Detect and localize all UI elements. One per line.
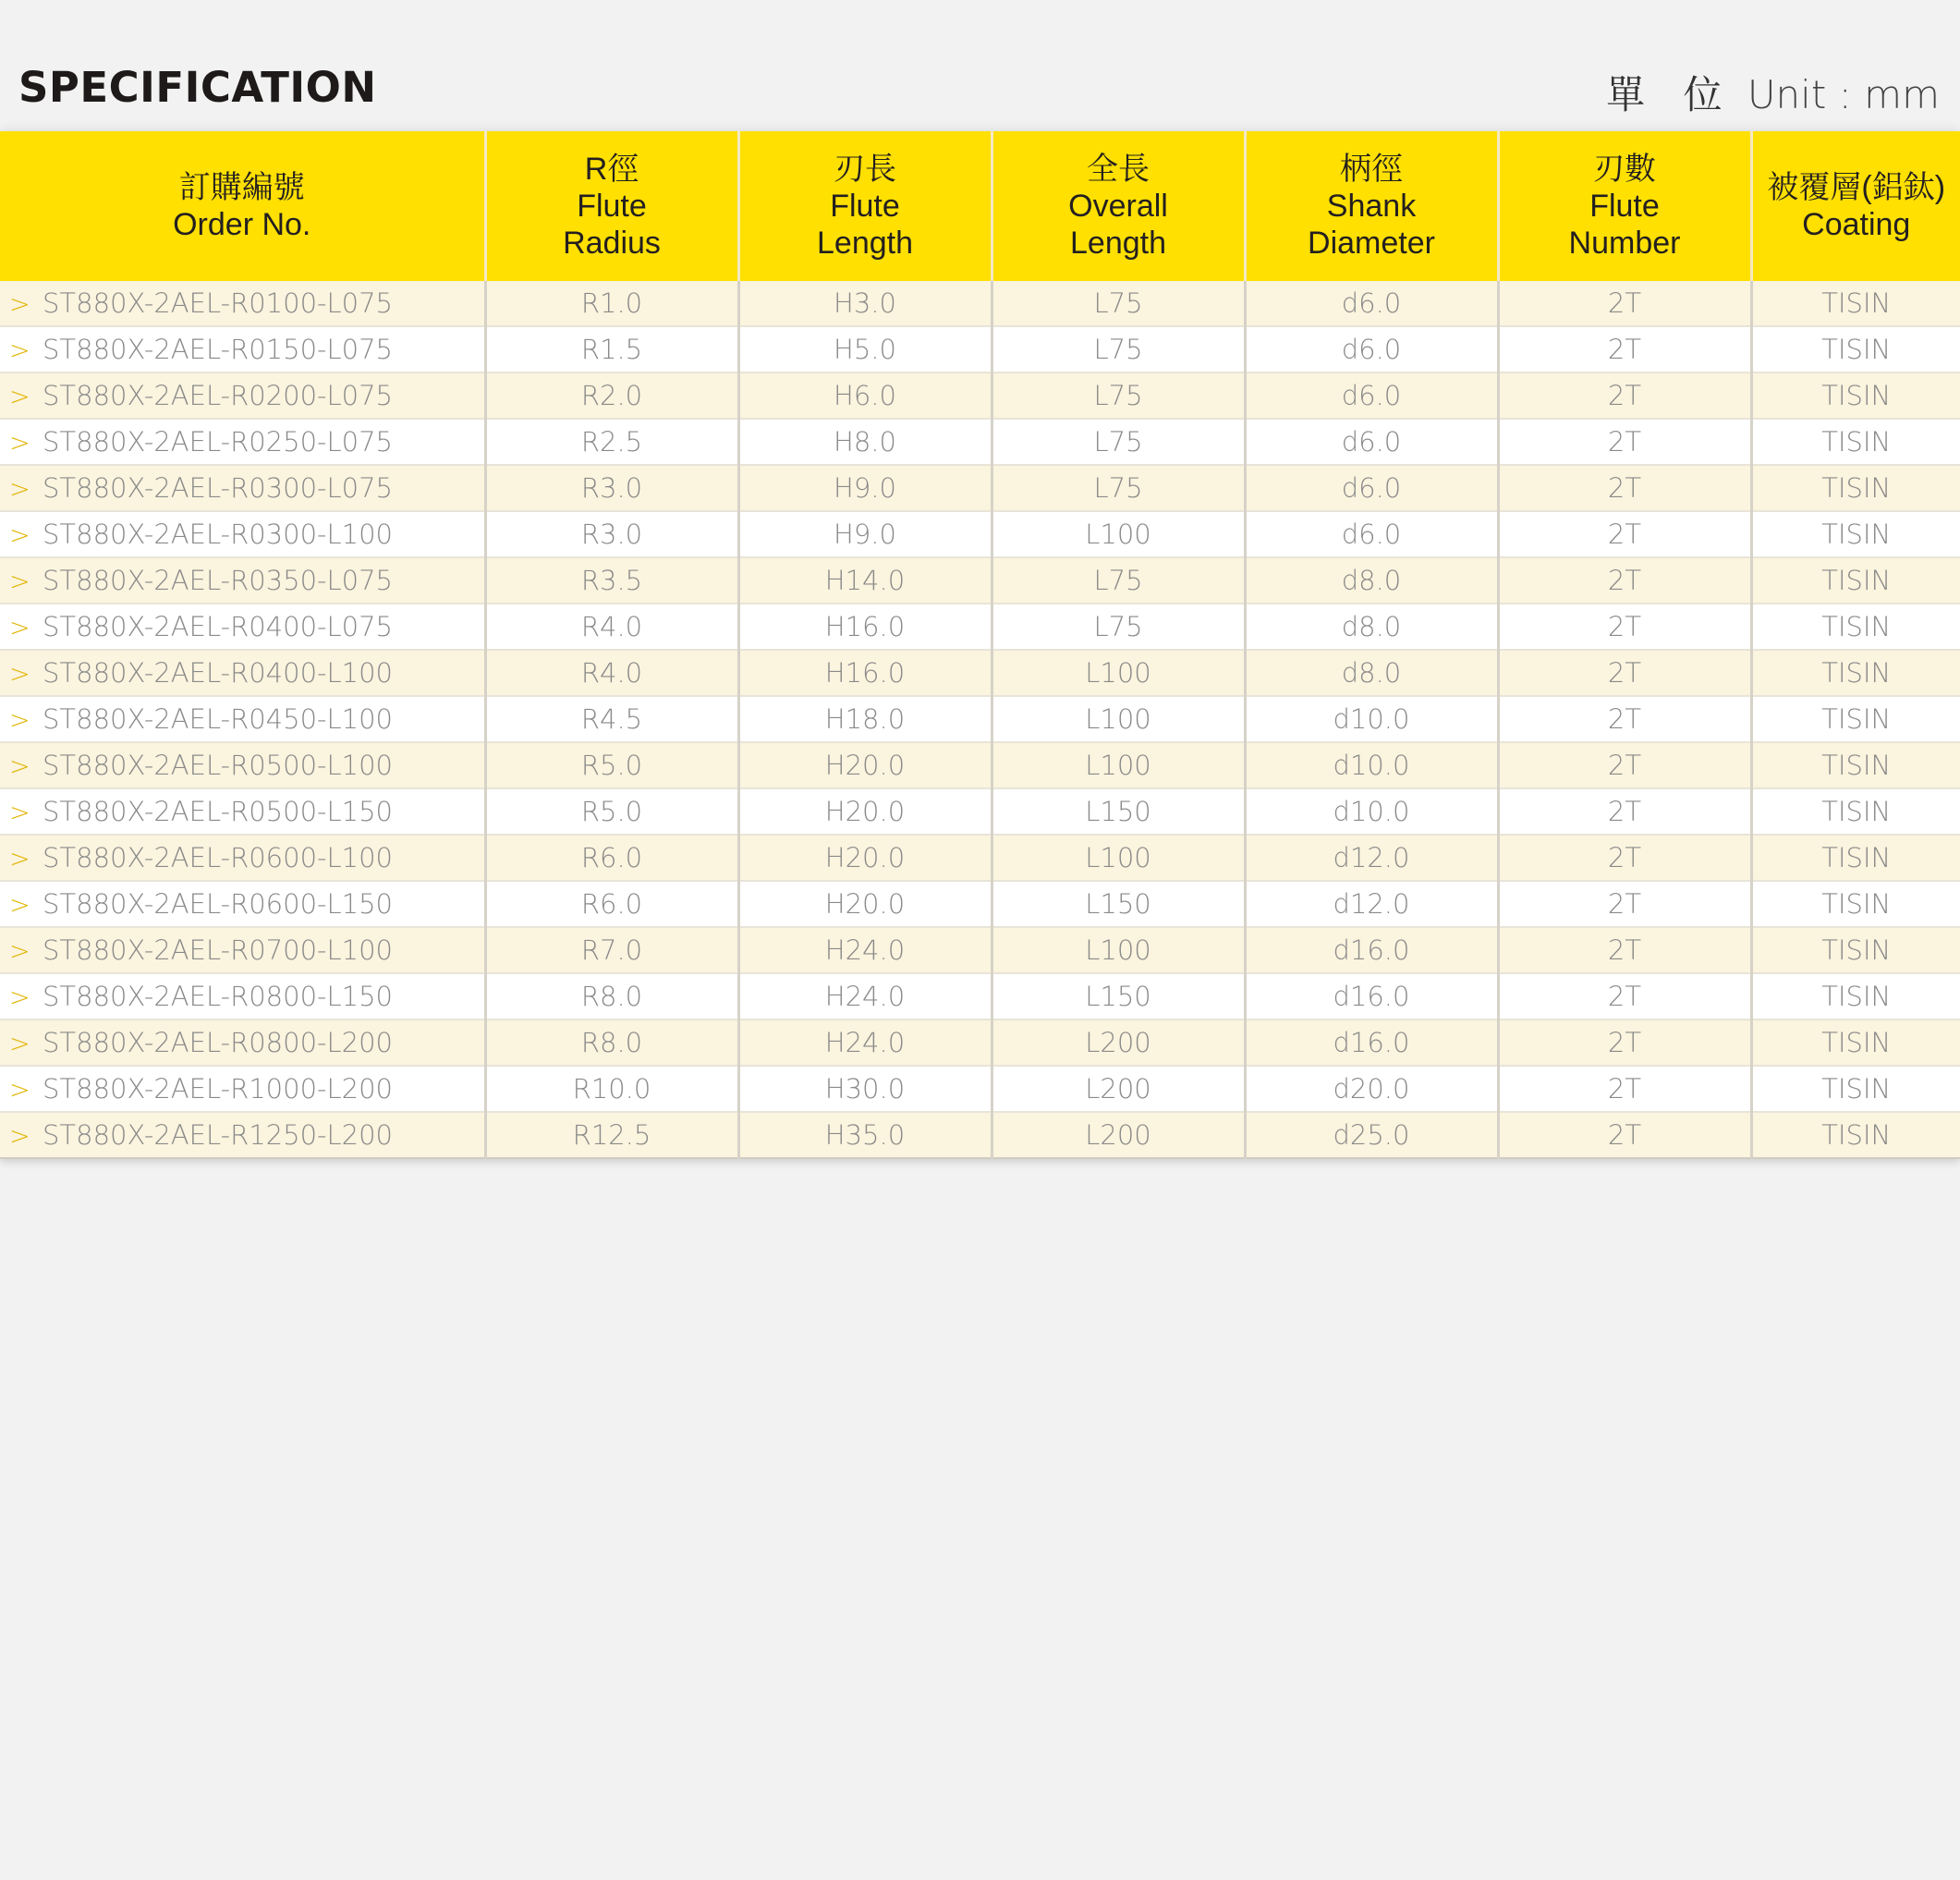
page-header bbox=[0, 0, 1960, 129]
coating-cell: TISIN bbox=[1751, 557, 1960, 604]
shank-diameter-cell: d6.0 bbox=[1245, 419, 1498, 465]
flute-number-cell: 2T bbox=[1498, 788, 1751, 835]
shank-diameter-cell: d12.0 bbox=[1245, 835, 1498, 881]
shank-diameter-cell: d16.0 bbox=[1245, 927, 1498, 973]
chevron-right-icon: > bbox=[9, 568, 30, 596]
chevron-right-icon: > bbox=[9, 521, 30, 550]
flute-radius-cell: R7.0 bbox=[485, 927, 738, 973]
specification-table bbox=[0, 131, 1960, 1159]
flute-number-cell: 2T bbox=[1498, 419, 1751, 465]
overall-length-cell: L200 bbox=[992, 1066, 1245, 1112]
header-coating bbox=[1751, 131, 1960, 281]
chevron-right-icon: > bbox=[9, 799, 30, 827]
header-cn: 訂購編號 bbox=[178, 170, 305, 205]
table-row[interactable] bbox=[0, 650, 1960, 696]
chevron-right-icon: > bbox=[9, 290, 30, 319]
flute-number-cell: 2T bbox=[1498, 372, 1751, 419]
flute-radius-cell: R3.5 bbox=[485, 557, 738, 604]
table-row[interactable] bbox=[0, 1019, 1960, 1066]
shank-diameter-cell: d10.0 bbox=[1245, 696, 1498, 742]
coating-cell: TISIN bbox=[1751, 1112, 1960, 1158]
flute-radius-cell: R8.0 bbox=[485, 1019, 738, 1066]
flute-number-cell: 2T bbox=[1498, 604, 1751, 650]
order-no-cell bbox=[0, 557, 485, 604]
flute-radius-cell: R5.0 bbox=[485, 788, 738, 835]
chevron-right-icon: > bbox=[9, 660, 30, 689]
table-row[interactable] bbox=[0, 604, 1960, 650]
flute-length-cell: H9.0 bbox=[738, 465, 992, 511]
overall-length-cell: L100 bbox=[992, 650, 1245, 696]
flute-number-cell: 2T bbox=[1498, 881, 1751, 927]
shank-diameter-cell: d6.0 bbox=[1245, 372, 1498, 419]
flute-number-cell: 2T bbox=[1498, 835, 1751, 881]
header-en: Number bbox=[1568, 226, 1681, 261]
flute-length-cell: H16.0 bbox=[738, 650, 992, 696]
header-en: Diameter bbox=[1308, 226, 1435, 261]
overall-length-cell: L75 bbox=[992, 326, 1245, 372]
order-no-text: ST880X-2AEL-R0600-L100 bbox=[43, 842, 394, 873]
flute-number-cell: 2T bbox=[1498, 281, 1751, 326]
coating-cell: TISIN bbox=[1751, 281, 1960, 326]
table-row[interactable] bbox=[0, 696, 1960, 742]
flute-radius-cell: R12.5 bbox=[485, 1112, 738, 1158]
coating-cell: TISIN bbox=[1751, 372, 1960, 419]
unit-label-cjk: 單 位 bbox=[1606, 72, 1735, 117]
order-no-text: ST880X-2AEL-R0800-L150 bbox=[43, 981, 394, 1012]
shank-diameter-cell: d10.0 bbox=[1245, 788, 1498, 835]
coating-cell: TISIN bbox=[1751, 788, 1960, 835]
flute-radius-cell: R2.5 bbox=[485, 419, 738, 465]
header-cn: 刃數 bbox=[1593, 152, 1656, 187]
header-en: Radius bbox=[563, 226, 661, 261]
header-flute-number bbox=[1498, 131, 1751, 281]
order-no-text: ST880X-2AEL-R0500-L100 bbox=[43, 750, 394, 781]
unit-label bbox=[1606, 65, 1940, 120]
table-row[interactable] bbox=[0, 281, 1960, 326]
flute-radius-cell: R10.0 bbox=[485, 1066, 738, 1112]
table-row[interactable] bbox=[0, 788, 1960, 835]
order-no-cell bbox=[0, 742, 485, 788]
overall-length-cell: L150 bbox=[992, 881, 1245, 927]
table-row[interactable] bbox=[0, 973, 1960, 1019]
order-no-text: ST880X-2AEL-R0800-L200 bbox=[43, 1027, 394, 1058]
flute-length-cell: H24.0 bbox=[738, 1019, 992, 1066]
overall-length-cell: L150 bbox=[992, 788, 1245, 835]
order-no-cell bbox=[0, 1066, 485, 1112]
header-flute-length bbox=[738, 131, 992, 281]
flute-radius-cell: R4.0 bbox=[485, 650, 738, 696]
chevron-right-icon: > bbox=[9, 752, 30, 781]
order-no-cell bbox=[0, 511, 485, 557]
header-flute-radius bbox=[485, 131, 738, 281]
unit-label-text: Unit : mm bbox=[1747, 72, 1940, 117]
flute-number-cell: 2T bbox=[1498, 650, 1751, 696]
coating-cell: TISIN bbox=[1751, 1019, 1960, 1066]
order-no-text: ST880X-2AEL-R0300-L100 bbox=[43, 519, 394, 550]
header-en: Overall bbox=[1068, 189, 1168, 224]
flute-length-cell: H30.0 bbox=[738, 1066, 992, 1112]
shank-diameter-cell: d6.0 bbox=[1245, 511, 1498, 557]
header-order-no bbox=[0, 131, 485, 281]
flute-number-cell: 2T bbox=[1498, 696, 1751, 742]
order-no-text: ST880X-2AEL-R1000-L200 bbox=[43, 1073, 394, 1105]
coating-cell: TISIN bbox=[1751, 881, 1960, 927]
chevron-right-icon: > bbox=[9, 383, 30, 411]
header-en: Order No. bbox=[173, 207, 311, 242]
flute-length-cell: H9.0 bbox=[738, 511, 992, 557]
overall-length-cell: L75 bbox=[992, 372, 1245, 419]
header-cn: 全長 bbox=[1087, 152, 1150, 187]
order-no-text: ST880X-2AEL-R0400-L100 bbox=[43, 657, 394, 689]
chevron-right-icon: > bbox=[9, 1122, 30, 1151]
flute-length-cell: H20.0 bbox=[738, 788, 992, 835]
coating-cell: TISIN bbox=[1751, 419, 1960, 465]
chevron-right-icon: > bbox=[9, 336, 30, 365]
table-header-row bbox=[0, 131, 1960, 281]
table-row[interactable] bbox=[0, 742, 1960, 788]
header-cn: 柄徑 bbox=[1340, 152, 1403, 187]
table-row[interactable] bbox=[0, 835, 1960, 881]
order-no-text: ST880X-2AEL-R0300-L075 bbox=[43, 472, 394, 504]
overall-length-cell: L200 bbox=[992, 1019, 1245, 1066]
table-row[interactable] bbox=[0, 557, 1960, 604]
overall-length-cell: L75 bbox=[992, 557, 1245, 604]
chevron-right-icon: > bbox=[9, 937, 30, 966]
flute-length-cell: H20.0 bbox=[738, 835, 992, 881]
overall-length-cell: L100 bbox=[992, 742, 1245, 788]
coating-cell: TISIN bbox=[1751, 326, 1960, 372]
coating-cell: TISIN bbox=[1751, 696, 1960, 742]
chevron-right-icon: > bbox=[9, 845, 30, 873]
shank-diameter-cell: d6.0 bbox=[1245, 465, 1498, 511]
overall-length-cell: L150 bbox=[992, 973, 1245, 1019]
order-no-cell bbox=[0, 419, 485, 465]
flute-radius-cell: R3.0 bbox=[485, 465, 738, 511]
order-no-cell bbox=[0, 927, 485, 973]
order-no-cell bbox=[0, 372, 485, 419]
table-row[interactable] bbox=[0, 881, 1960, 927]
chevron-right-icon: > bbox=[9, 891, 30, 920]
order-no-text: ST880X-2AEL-R0350-L075 bbox=[43, 565, 394, 596]
shank-diameter-cell: d6.0 bbox=[1245, 281, 1498, 326]
shank-diameter-cell: d10.0 bbox=[1245, 742, 1498, 788]
coating-cell: TISIN bbox=[1751, 927, 1960, 973]
flute-number-cell: 2T bbox=[1498, 557, 1751, 604]
order-no-text: ST880X-2AEL-R0400-L075 bbox=[43, 611, 394, 642]
order-no-cell bbox=[0, 281, 485, 326]
order-no-text: ST880X-2AEL-R0600-L150 bbox=[43, 888, 394, 920]
flute-length-cell: H5.0 bbox=[738, 326, 992, 372]
shank-diameter-cell: d8.0 bbox=[1245, 604, 1498, 650]
flute-number-cell: 2T bbox=[1498, 465, 1751, 511]
overall-length-cell: L100 bbox=[992, 835, 1245, 881]
flute-length-cell: H24.0 bbox=[738, 927, 992, 973]
flute-number-cell: 2T bbox=[1498, 1019, 1751, 1066]
flute-number-cell: 2T bbox=[1498, 973, 1751, 1019]
flute-length-cell: H24.0 bbox=[738, 973, 992, 1019]
header-en: Length bbox=[817, 226, 913, 261]
order-no-text: ST880X-2AEL-R0700-L100 bbox=[43, 934, 394, 966]
order-no-text: ST880X-2AEL-R0450-L100 bbox=[43, 703, 394, 735]
shank-diameter-cell: d16.0 bbox=[1245, 973, 1498, 1019]
table-row[interactable] bbox=[0, 372, 1960, 419]
order-no-text: ST880X-2AEL-R1250-L200 bbox=[43, 1119, 394, 1151]
table-row[interactable] bbox=[0, 1066, 1960, 1112]
flute-length-cell: H8.0 bbox=[738, 419, 992, 465]
overall-length-cell: L75 bbox=[992, 419, 1245, 465]
coating-cell: TISIN bbox=[1751, 742, 1960, 788]
coating-cell: TISIN bbox=[1751, 650, 1960, 696]
order-no-cell bbox=[0, 788, 485, 835]
header-en: Flute bbox=[830, 189, 900, 224]
chevron-right-icon: > bbox=[9, 475, 30, 504]
flute-radius-cell: R3.0 bbox=[485, 511, 738, 557]
order-no-text: ST880X-2AEL-R0500-L150 bbox=[43, 796, 394, 827]
order-no-text: ST880X-2AEL-R0250-L075 bbox=[43, 426, 394, 458]
order-no-cell bbox=[0, 1112, 485, 1158]
order-no-text: ST880X-2AEL-R0150-L075 bbox=[43, 334, 394, 365]
flute-radius-cell: R6.0 bbox=[485, 881, 738, 927]
shank-diameter-cell: d12.0 bbox=[1245, 881, 1498, 927]
header-cn: R徑 bbox=[584, 152, 639, 187]
coating-cell: TISIN bbox=[1751, 604, 1960, 650]
table-row[interactable] bbox=[0, 465, 1960, 511]
shank-diameter-cell: d8.0 bbox=[1245, 557, 1498, 604]
flute-radius-cell: R1.5 bbox=[485, 326, 738, 372]
chevron-right-icon: > bbox=[9, 614, 30, 642]
overall-length-cell: L75 bbox=[992, 604, 1245, 650]
coating-cell: TISIN bbox=[1751, 973, 1960, 1019]
chevron-right-icon: > bbox=[9, 1076, 30, 1105]
shank-diameter-cell: d25.0 bbox=[1245, 1112, 1498, 1158]
flute-radius-cell: R4.5 bbox=[485, 696, 738, 742]
table-row[interactable] bbox=[0, 511, 1960, 557]
flute-radius-cell: R1.0 bbox=[485, 281, 738, 326]
order-no-cell bbox=[0, 881, 485, 927]
overall-length-cell: L75 bbox=[992, 465, 1245, 511]
flute-length-cell: H6.0 bbox=[738, 372, 992, 419]
flute-length-cell: H20.0 bbox=[738, 881, 992, 927]
flute-length-cell: H35.0 bbox=[738, 1112, 992, 1158]
coating-cell: TISIN bbox=[1751, 465, 1960, 511]
order-no-cell bbox=[0, 1019, 485, 1066]
overall-length-cell: L100 bbox=[992, 696, 1245, 742]
flute-length-cell: H3.0 bbox=[738, 281, 992, 326]
shank-diameter-cell: d6.0 bbox=[1245, 326, 1498, 372]
coating-cell: TISIN bbox=[1751, 835, 1960, 881]
shank-diameter-cell: d16.0 bbox=[1245, 1019, 1498, 1066]
coating-cell: TISIN bbox=[1751, 511, 1960, 557]
order-no-cell bbox=[0, 326, 485, 372]
table-row[interactable] bbox=[0, 419, 1960, 465]
shank-diameter-cell: d20.0 bbox=[1245, 1066, 1498, 1112]
chevron-right-icon: > bbox=[9, 983, 30, 1012]
order-no-cell bbox=[0, 696, 485, 742]
order-no-cell bbox=[0, 973, 485, 1019]
flute-length-cell: H16.0 bbox=[738, 604, 992, 650]
flute-number-cell: 2T bbox=[1498, 511, 1751, 557]
overall-length-cell: L100 bbox=[992, 511, 1245, 557]
coating-cell: TISIN bbox=[1751, 1066, 1960, 1112]
order-no-cell bbox=[0, 465, 485, 511]
flute-length-cell: H14.0 bbox=[738, 557, 992, 604]
table-row[interactable] bbox=[0, 927, 1960, 973]
header-en: Shank bbox=[1326, 189, 1417, 224]
overall-length-cell: L75 bbox=[992, 281, 1245, 326]
flute-radius-cell: R8.0 bbox=[485, 973, 738, 1019]
order-no-text: ST880X-2AEL-R0100-L075 bbox=[43, 287, 394, 319]
flute-radius-cell: R6.0 bbox=[485, 835, 738, 881]
flute-radius-cell: R2.0 bbox=[485, 372, 738, 419]
order-no-cell bbox=[0, 604, 485, 650]
header-cn: 被覆層(鋁鈦) bbox=[1767, 170, 1946, 205]
chevron-right-icon: > bbox=[9, 429, 30, 458]
order-no-cell bbox=[0, 835, 485, 881]
table-row[interactable] bbox=[0, 1112, 1960, 1158]
header-en: Coating bbox=[1802, 207, 1911, 242]
header-shank-diameter bbox=[1245, 131, 1498, 281]
chevron-right-icon: > bbox=[9, 1030, 30, 1058]
header-overall-length bbox=[992, 131, 1245, 281]
order-no-text: ST880X-2AEL-R0200-L075 bbox=[43, 380, 394, 411]
flute-number-cell: 2T bbox=[1498, 1066, 1751, 1112]
flute-number-cell: 2T bbox=[1498, 326, 1751, 372]
order-no-cell bbox=[0, 650, 485, 696]
table-row[interactable] bbox=[0, 326, 1960, 372]
flute-number-cell: 2T bbox=[1498, 927, 1751, 973]
flute-number-cell: 2T bbox=[1498, 742, 1751, 788]
page-title: SPECIFICATION bbox=[18, 63, 377, 112]
flute-number-cell: 2T bbox=[1498, 1112, 1751, 1158]
header-cn: 刃長 bbox=[834, 152, 896, 187]
flute-length-cell: H18.0 bbox=[738, 696, 992, 742]
flute-radius-cell: R4.0 bbox=[485, 604, 738, 650]
chevron-right-icon: > bbox=[9, 706, 30, 735]
flute-length-cell: H20.0 bbox=[738, 742, 992, 788]
header-en: Flute bbox=[1589, 189, 1660, 224]
overall-length-cell: L200 bbox=[992, 1112, 1245, 1158]
overall-length-cell: L100 bbox=[992, 927, 1245, 973]
shank-diameter-cell: d8.0 bbox=[1245, 650, 1498, 696]
flute-radius-cell: R5.0 bbox=[485, 742, 738, 788]
header-en: Flute bbox=[577, 189, 647, 224]
table-body bbox=[0, 281, 1960, 1158]
header-en: Length bbox=[1070, 226, 1166, 261]
